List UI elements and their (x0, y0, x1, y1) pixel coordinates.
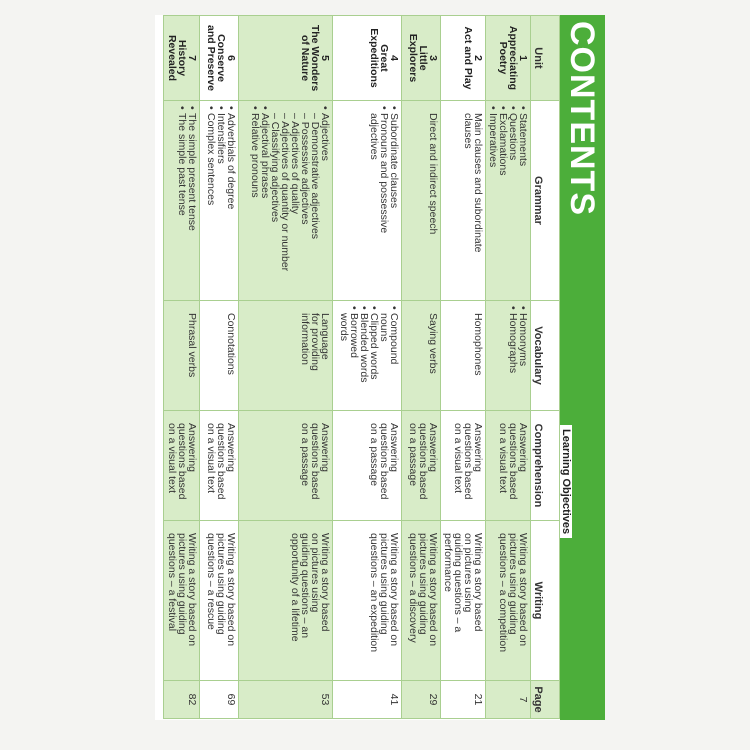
unit-cell (164, 16, 200, 101)
unit-cell (402, 16, 441, 101)
vocabulary-cell (164, 301, 200, 411)
unit-row (486, 16, 531, 719)
vocabulary-line: • Clipped words (369, 313, 379, 406)
grammar-cell (200, 101, 239, 301)
grammar-line: • Exclamations (498, 113, 508, 296)
unit-line: Revealed (166, 34, 178, 82)
vocabulary-line: • Borrowed (349, 313, 359, 406)
grammar-line: Main clauses and subordinate (472, 113, 484, 253)
title-band (560, 15, 605, 720)
contents-page (155, 15, 605, 720)
comprehension-line: questions based (378, 423, 390, 500)
writing-line: guiding questions – an (299, 533, 311, 639)
writing-line: Writing a story based on (427, 533, 439, 647)
grammar-line: • Questions (508, 113, 518, 296)
writing-line: Writing a story based on (388, 533, 400, 647)
grammar-line: • Adjectival phrases (260, 113, 270, 296)
header-row (531, 16, 560, 719)
unit-cell (486, 16, 531, 101)
writing-cell (239, 521, 333, 681)
vocabulary-line: • Compound (389, 313, 399, 406)
vocabulary-line: Language (319, 313, 331, 360)
grammar-line: • Complex sentences (206, 113, 216, 296)
comprehension-line: Answering (319, 423, 331, 473)
comprehension-line: on a visual text (205, 423, 217, 494)
grammar-line: Direct and indirect speech (427, 113, 439, 235)
unit-line: 1 (517, 55, 529, 61)
writing-line: questions – an expedition (368, 533, 380, 653)
grammar-line: • Relative pronouns (250, 113, 260, 296)
comprehension-cell (441, 411, 486, 521)
grammar-line: – Adjectives of quantity or number (279, 113, 291, 272)
vocabulary-line: Saying verbs (427, 313, 439, 374)
writing-line: guiding questions – a (452, 533, 464, 633)
unit-row (200, 16, 239, 719)
comprehension-line: Answering (388, 423, 400, 473)
unit-line: and Preserve (205, 25, 217, 91)
writing-line: Writing a story based on (517, 533, 529, 647)
vocabulary-line: • Homographs (508, 313, 518, 406)
unit-line: History (176, 39, 188, 77)
writing-line: pictures using guiding (215, 533, 227, 635)
header-vocabulary: Vocabulary (531, 301, 560, 411)
page-cell: 7 (486, 681, 531, 719)
writing-cell (200, 521, 239, 681)
grammar-line: – Possessive adjectives (299, 113, 311, 225)
grammar-line: • The simple present tense (187, 113, 197, 296)
unit-line: 7 (186, 55, 198, 61)
grammar-cell (164, 101, 200, 301)
vocabulary-line: Connotations (225, 313, 237, 375)
writing-line: Writing a story based (472, 533, 484, 632)
unit-cell (200, 16, 239, 101)
header-grammar: Grammar (531, 101, 560, 301)
page-title: CONTENTS (563, 21, 601, 216)
writing-line: performance (442, 533, 454, 592)
writing-line: Writing a story based (319, 533, 331, 632)
vocabulary-line: for providing (309, 313, 321, 371)
writing-line: on pictures using (309, 533, 321, 613)
writing-cell (164, 521, 200, 681)
comprehension-cell (486, 411, 531, 521)
grammar-line: • Statements (518, 113, 528, 296)
grammar-cell (333, 101, 402, 301)
contents-table (163, 15, 560, 719)
writing-line: questions – a festival (166, 533, 178, 632)
grammar-line: • Subordinate clauses (389, 113, 399, 296)
unit-line: Great (378, 44, 390, 72)
header-page: Page (531, 681, 560, 719)
writing-cell (333, 521, 402, 681)
vocabulary-cell (200, 301, 239, 411)
comprehension-line: questions based (417, 423, 429, 500)
writing-line: pictures using guiding (417, 533, 429, 635)
page-cell: 82 (164, 681, 200, 719)
unit-cell (441, 16, 486, 101)
unit-line: Poetry (497, 41, 509, 75)
vocabulary-line: words (338, 313, 350, 342)
page-cell: 21 (441, 681, 486, 719)
grammar-line: • The simple past tense (177, 113, 187, 296)
learning-objectives-heading: Learning Objectives (560, 425, 572, 538)
comprehension-line: questions based (215, 423, 227, 500)
comprehension-line: questions based (309, 423, 321, 500)
unit-line: 3 (427, 55, 439, 61)
grammar-cell (239, 101, 333, 301)
unit-row (402, 16, 441, 719)
page-cell: 41 (333, 681, 402, 719)
vocabulary-line: • Homonyms (518, 313, 528, 406)
writing-line: pictures using guiding (378, 533, 390, 635)
comprehension-line: Answering (472, 423, 484, 473)
comprehension-line: Answering (225, 423, 237, 473)
writing-line: opportunity of a lifetime (289, 533, 301, 642)
comprehension-line: on a visual text (452, 423, 464, 494)
writing-line: pictures using guiding (176, 533, 188, 635)
vocabulary-line: nouns (378, 313, 390, 342)
writing-cell (441, 521, 486, 681)
grammar-line: adjectives (368, 113, 380, 160)
comprehension-line: Answering (186, 423, 198, 473)
grammar-line: • Imperatives (488, 113, 498, 296)
unit-line: Explorers (407, 33, 419, 83)
unit-line: The Wonders (309, 24, 321, 92)
vocabulary-cell (239, 301, 333, 411)
comprehension-line: on a passage (368, 423, 380, 487)
comprehension-cell (200, 411, 239, 521)
vocabulary-line: Phrasal verbs (186, 313, 198, 378)
writing-line: Writing a story based on (225, 533, 237, 647)
comprehension-cell (402, 411, 441, 521)
grammar-line: • Intensifiers (216, 113, 226, 296)
grammar-line: • Pronouns and possessive (379, 113, 389, 296)
unit-cell (239, 16, 333, 101)
writing-cell (402, 521, 441, 681)
grammar-cell (402, 101, 441, 301)
grammar-cell (486, 101, 531, 301)
unit-row (333, 16, 402, 719)
comprehension-line: on a visual text (497, 423, 509, 494)
unit-line: Act and Play (462, 26, 474, 90)
vocabulary-cell (441, 301, 486, 411)
unit-line: Conserve (215, 34, 227, 82)
page-cell: 53 (239, 681, 333, 719)
writing-line: questions – a discovery (407, 533, 419, 643)
comprehension-cell (164, 411, 200, 521)
grammar-line: – Classifying adjectives (269, 113, 281, 223)
unit-line: 4 (388, 55, 400, 61)
header-writing: Writing (531, 521, 560, 681)
header-unit: Unit (531, 16, 560, 101)
grammar-line: – Demonstrative adjectives (309, 113, 321, 240)
writing-cell (486, 521, 531, 681)
page-cell: 29 (402, 681, 441, 719)
unit-line: 5 (319, 55, 331, 61)
grammar-line: clauses (462, 113, 474, 149)
grammar-line: – Adjectives of quality (289, 113, 301, 214)
vocabulary-cell (333, 301, 402, 411)
vocabulary-line: information (299, 313, 311, 365)
grammar-cell (441, 101, 486, 301)
grammar-line: • Adverbials of degree (226, 113, 236, 296)
writing-line: questions – a rescue (205, 533, 217, 630)
unit-line: Little (417, 45, 429, 71)
header-comprehension: Comprehension (531, 411, 560, 521)
unit-row (239, 16, 333, 719)
unit-line: Appreciating (507, 25, 519, 91)
comprehension-line: on a visual text (166, 423, 178, 494)
unit-line: Expeditions (368, 28, 380, 88)
writing-line: on pictures using (462, 533, 474, 613)
comprehension-line: Answering (427, 423, 439, 473)
page-cell: 69 (200, 681, 239, 719)
unit-line: 2 (472, 55, 484, 61)
vocabulary-cell (402, 301, 441, 411)
unit-row (441, 16, 486, 719)
unit-row (164, 16, 200, 719)
writing-line: Writing a story based on (186, 533, 198, 647)
comprehension-cell (239, 411, 333, 521)
writing-line: questions – a competition (497, 533, 509, 653)
comprehension-line: questions based (176, 423, 188, 500)
vocabulary-cell (486, 301, 531, 411)
comprehension-line: on a passage (299, 423, 311, 487)
comprehension-line: questions based (507, 423, 519, 500)
unit-cell (333, 16, 402, 101)
vocabulary-line: • Blended words (359, 313, 369, 406)
comprehension-line: Answering (517, 423, 529, 473)
unit-line: 6 (225, 55, 237, 61)
comprehension-line: questions based (462, 423, 474, 500)
unit-line: of Nature (299, 34, 311, 82)
comprehension-cell (333, 411, 402, 521)
comprehension-line: on a passage (407, 423, 419, 487)
grammar-line: • Adjectives (320, 113, 330, 296)
writing-line: pictures using guiding (507, 533, 519, 635)
vocabulary-line: Homophones (472, 313, 484, 376)
